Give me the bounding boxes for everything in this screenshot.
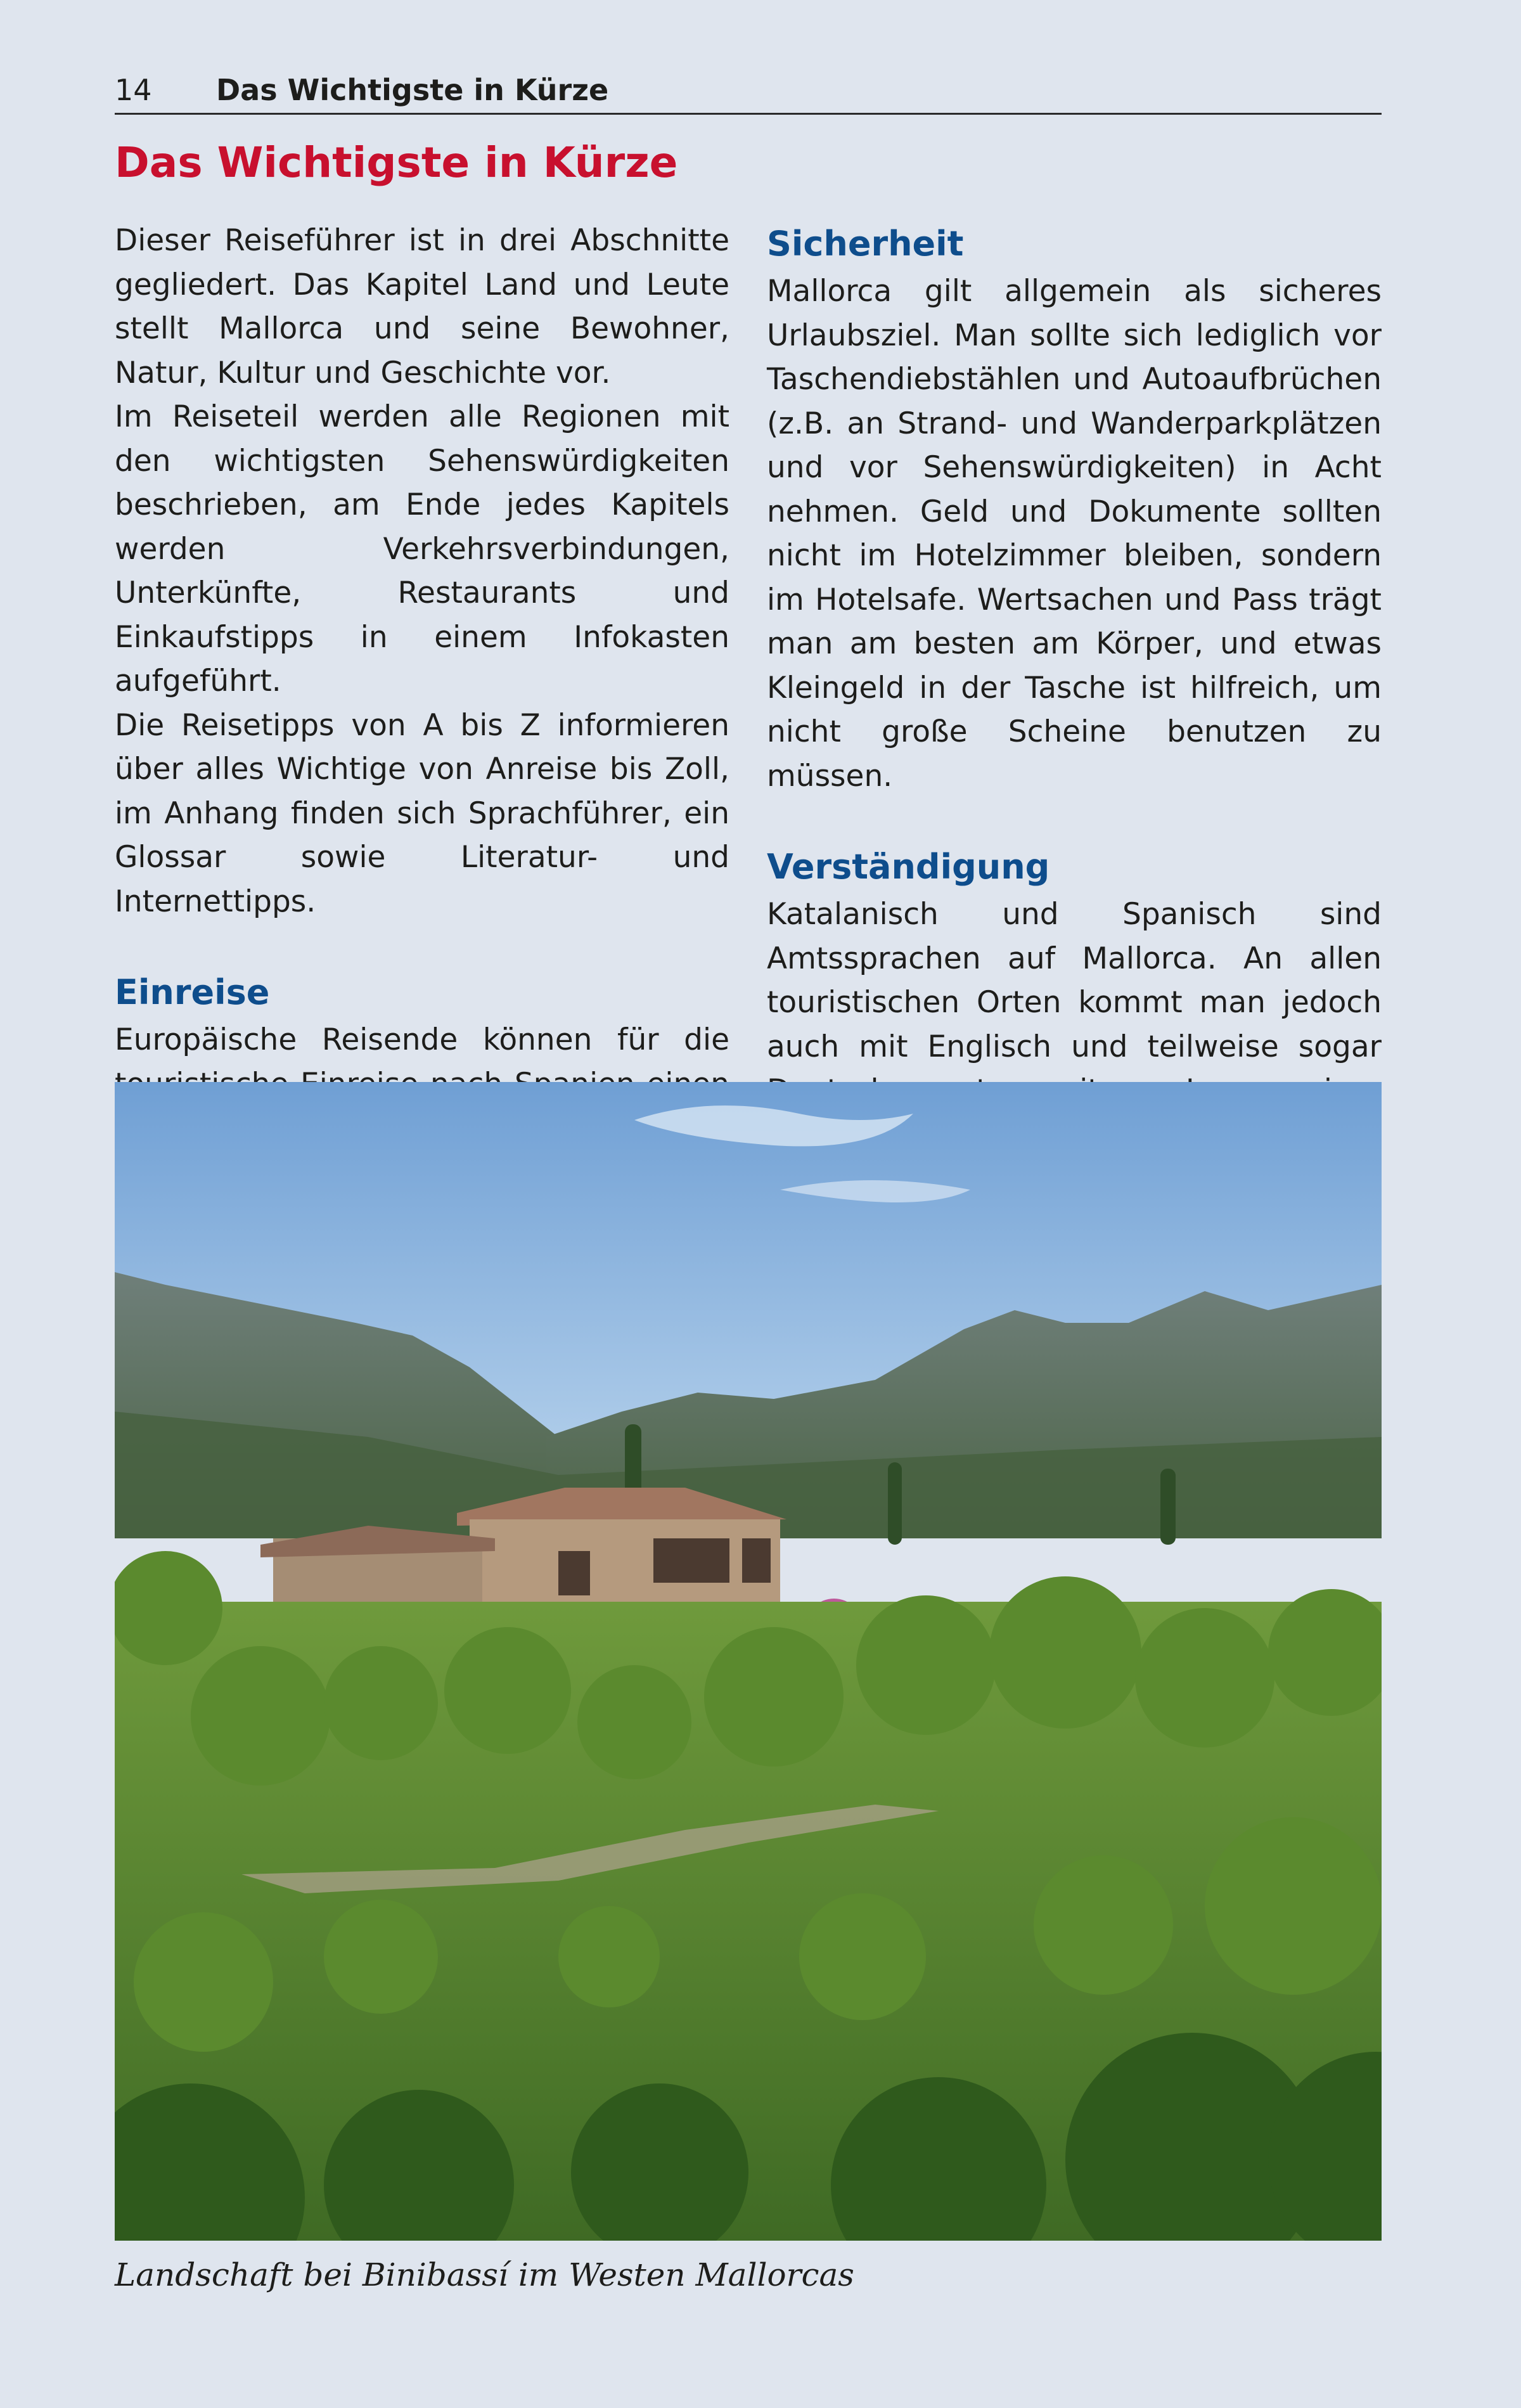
photo-caption: Landschaft bei Binibassí im Westen Mallorcas — [115, 2257, 854, 2293]
page-number: 14 — [115, 73, 152, 107]
page-title: Das Wichtigste in Kürze — [115, 138, 678, 187]
intro-paragraph-1: Dieser Reiseführer ist in drei Abschnitte gegliedert. Das Kapitel Land und Leute stellt Mallorca und seine Bewohner, Natur, Kultur und Geschichte vor. — [115, 223, 729, 390]
right-column — [767, 219, 1382, 1157]
landscape-photo — [115, 1082, 1382, 2241]
sicherheit-text: Mallorca gilt allgemein als sicheres Urlaubsziel. Man sollte sich lediglich vor Taschendiebstählen und Autoaufbrüchen (z.B. an Strand- und Wanderparkplätzen und vor Sehenswürdigkeiten) in Acht nehmen. Geld und Dokumente sollten nicht im Hotelzimmer bleiben, sondern im Hotelsafe. Wertsachen und Pass trägt man am besten am Körper, und etwas Kleingeld in der Tasche ist hilfreich, um nicht große Scheine benutzen zu müssen. — [767, 274, 1382, 794]
window — [558, 1551, 590, 1595]
intro-paragraph-3: Die Reisetipps von A bis Z informieren über alles Wichtige von Anreise bis Zoll, im Anhang finden sich Sprachführer, ein Glossar sowie Literatur- und Internettipps. — [115, 707, 729, 919]
window — [653, 1538, 729, 1583]
running-header — [115, 71, 1382, 115]
running-title: Das Wichtigste in Kürze — [216, 73, 609, 107]
window — [742, 1538, 771, 1583]
heading-verstaendigung: Verständigung — [767, 847, 1050, 887]
einreise-text: Europäische Reisende können für die — [115, 1022, 729, 1057]
cypress-tree — [1160, 1469, 1176, 1545]
verstaendigung-text: Katalanisch und Spanisch sind Amtssprachen auf Mallorca. An allen touristischen Orten kommt man jedoch auch mit Englisch und teilweise sogar — [767, 897, 1382, 1064]
heading-sicherheit: Sicherheit — [767, 224, 964, 264]
cypress-tree — [888, 1462, 902, 1545]
left-column — [115, 219, 729, 1150]
heading-einreise: Einreise — [115, 972, 270, 1012]
intro-paragraph-2: Im Reiseteil werden alle Regionen mit den wichtigsten Sehenswürdigkeiten beschrieben, am Ende jedes Kapitels werden Verkehrsverbindungen, Unterkünfte, Restaurants und Einkaufstipps in einem Infokasten aufgeführt. — [115, 399, 729, 699]
